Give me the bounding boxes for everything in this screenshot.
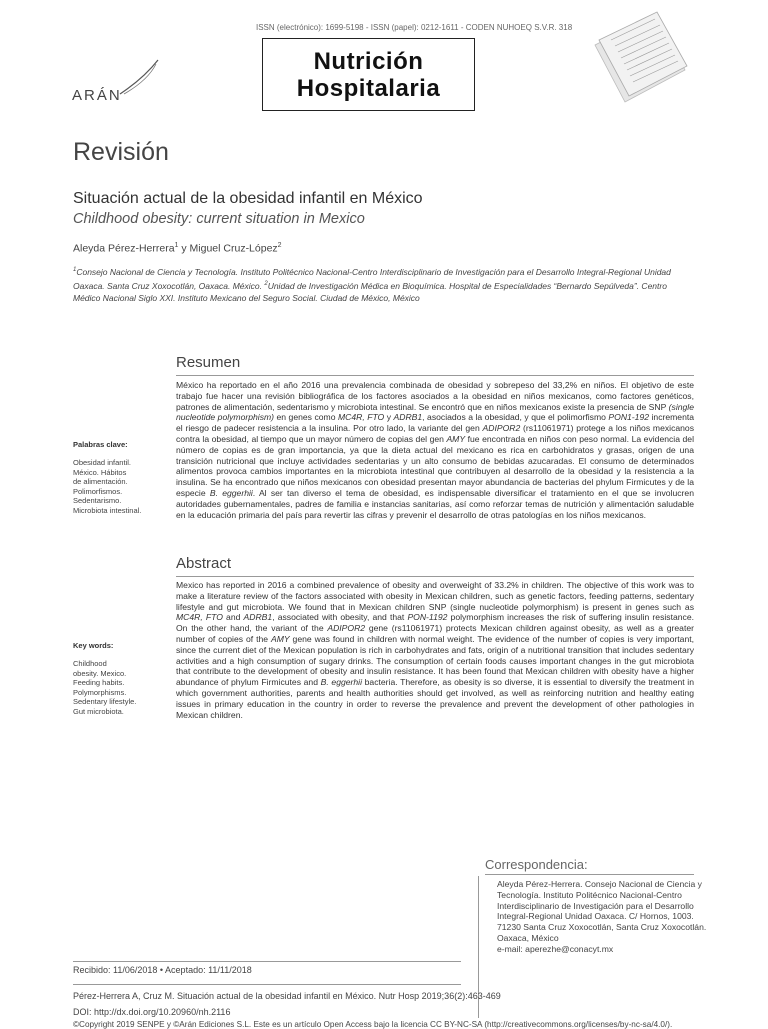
journal-name-line2: Hospitalaria	[296, 75, 441, 102]
doi: DOI: http://dx.doi.org/10.20960/nh.2116	[73, 1007, 231, 1017]
keywords-en-title: Key words:	[73, 641, 114, 650]
journal-cover-image	[585, 10, 695, 110]
received-dates: Recibido: 11/06/2018 • Aceptado: 11/11/2018	[73, 965, 252, 975]
article-title-en: Childhood obesity: current situation in Mexico	[73, 211, 365, 227]
correspondence-email: e-mail: aperezhe@conacyt.mx	[497, 943, 614, 954]
footer-top-rule	[73, 961, 461, 962]
section-label: Revisión	[73, 138, 169, 166]
resumen-heading: Resumen	[176, 354, 241, 371]
author-2: Miguel Cruz-López	[189, 242, 278, 255]
abstract-heading: Abstract	[176, 555, 232, 572]
citation: Pérez-Herrera A, Cruz M. Situación actual de la obesidad infantil en México. Nutr Hosp 2019;36(2):463-469	[73, 991, 501, 1001]
abstract-divider	[176, 576, 694, 577]
correspondence-text: Aleyda Pérez-Herrera. Consejo Nacional de Ciencia y Tecnología. Instituto Politécnico Nacional-Centro Interdisciplinario de Investigación para el Desarrollo Integral-Regional Unidad Oaxaca. C/ Hornos, 1003. 71230 Santa Cruz Xoxocotlán, Santa Cruz Xoxocotlán. Oaxaca, México e-mail: aperezhe@conacyt.mx	[497, 879, 707, 954]
resumen-divider	[176, 375, 694, 376]
correspondence-divider	[485, 874, 694, 875]
keywords-en-list: Childhood obesity. Mexico. Feeding habits. Polymorphisms. Sedentary lifestyle. Gut microbiota.	[73, 659, 137, 716]
resumen-text: México ha reportado en el año 2016 una prevalencia combinada de obesidad y sobrepeso del 33,2% en niños. El objetivo de este trabajo fue hacer una revisión bibliográfica de los factores asociados a la obesidad en niños mexicanos, como factores genéticos, patrones de alimentación, sedentarismo y microbiota intestinal. Se encontró que en niños mexicanos existe la presencia de SNP (single nucleotide polymorphism) en genes como MC4R, FTO y ADRB1, asociados a la obesidad, y que el polimorfismo PON1-192 incrementa el riesgo de padecer resistencia a la insulina. Por otro lado, la variante del gen ADIPOR2 (rs11061971) protege a los niños mexicanos contra la obesidad, al tiempo que un mayor número de copias del gen AMY fue encontrada en niños con peso normal. La evidencia del número de copias es de gran importancia, ya que la dieta actual del mexicano es rica en carbohidratos y grasas, origen de una transición nutricional que incluye actividades sedentarias y un alto consumo de bebidas azucaradas. El consumo de determinados alimentos provoca cambios importantes en la microbiota intestinal que contribuyen al desarrollo de la obesidad y la resistencia a la insulina. Se ha encontrado que niños mexicanos con obesidad presentan mayor abundancia de bacterias del phylum Firmicutes y de la especie B. eggerhii. Al ser tan diverso el tema de obesidad, es indispensable diversificar el tratamiento en el que se involucren autoridades gubernamentales, padres de familia e instancias sanitarias, así como reforzar temas de nutrición y alimentación saludable en la educación primaria del país para revertir las cifras y prevenir el desarrollo de otras patologías en los niños mexicanos.	[176, 380, 695, 520]
journal-logo	[262, 38, 475, 111]
affiliations: $^1$Consejo Nacional de Ciencia y Tecnología. Instituto Politécnico Nacional-Centro Interdisciplinario de Investigación para el Desarrollo Integral-Regional Unidad Oaxaca. Santa Cruz Xoxocotlán, Oaxaca. México. $^2$Unidad de Investigación Médica en Bioquímica. Hospital de Especialidades “Bernardo Sepúlveda”. Centro Médico Nacional Siglo XXI. Instituto Mexicano del Seguro Social. Ciudad de México, México	[73, 266, 671, 303]
svg-text:ARÁN: ARÁN	[72, 87, 122, 104]
author-1: Aleyda Pérez-Herrera	[73, 242, 175, 255]
footer-mid-rule	[73, 984, 461, 985]
aran-logo	[72, 56, 162, 104]
keywords-es-title: Palabras clave:	[73, 440, 128, 449]
authors: Aleyda Pérez-Herrera$^1$ y Miguel Cruz-López$^2$	[73, 242, 282, 255]
abstract-text: Mexico has reported in 2016 a combined prevalence of obesity and overweight of 33.2% in children. The objective of this work was to make a literature review of the factors associated with obesity in Mexican children, such as genetic factors, feeding patterns, sedentary lifestyle and gut microbiota. We found that in Mexican children SNP (single nucleotide polymorphism) is present in genes such as MC4R, FTO and ADRB1, associated with obesity, and that PON-1192 polymorphism increases the risk of suffering insulin resistance. On the other hand, the variant of the ADIPOR2 gene (rs11061971) protects Mexican children against obesity, as well as a greater number of copies of the AMY gene was found in children with normal weight. The evidence of the number of copies is very important, since the current diet of the Mexican population is rich in carbohydrates and fats, origin of a nutritional transition that includes sedentary activities and a high consumption of sugary drinks. The consumption of certain foods causes important changes in the gut microbiota that contribute to the development of obesity and insulin resistance. It has been found that Mexican children with obesity have a higher abundance of phylum Firmicutes and B. eggerhii bacteria. Therefore, as obesity is so diverse, it is essential to diversify the treatment in which government authorities, parents and health authorities should get involved, as well as reinforcing nutrition and healthy eating issues in primary education in the country in order to reverse the prevalence and prevent the development of other pathologies in Mexican children.	[176, 580, 694, 720]
issn-line: ISSN (electrónico): 1699-5198 - ISSN (papel): 0212-1611 - CODEN NUHOEQ S.V.R. 318	[256, 23, 573, 32]
keywords-es-list: Obesidad infantil. México. Hábitos de alimentación. Polimorfismos. Sedentarismo. Microbiota intestinal.	[73, 458, 142, 515]
copyright: ©Copyright 2019 SENPE y ©Arán Ediciones S.L. Este es un artículo Open Access bajo la licencia CC BY-NC-SA (http://creativecommons.org/licenses/by-nc-sa/4.0/).	[73, 1020, 673, 1029]
article-title-es: Situación actual de la obesidad infantil en México	[73, 190, 423, 207]
correspondence-heading: Correspondencia:	[485, 857, 588, 872]
journal-name-line1: Nutrición	[313, 48, 424, 75]
